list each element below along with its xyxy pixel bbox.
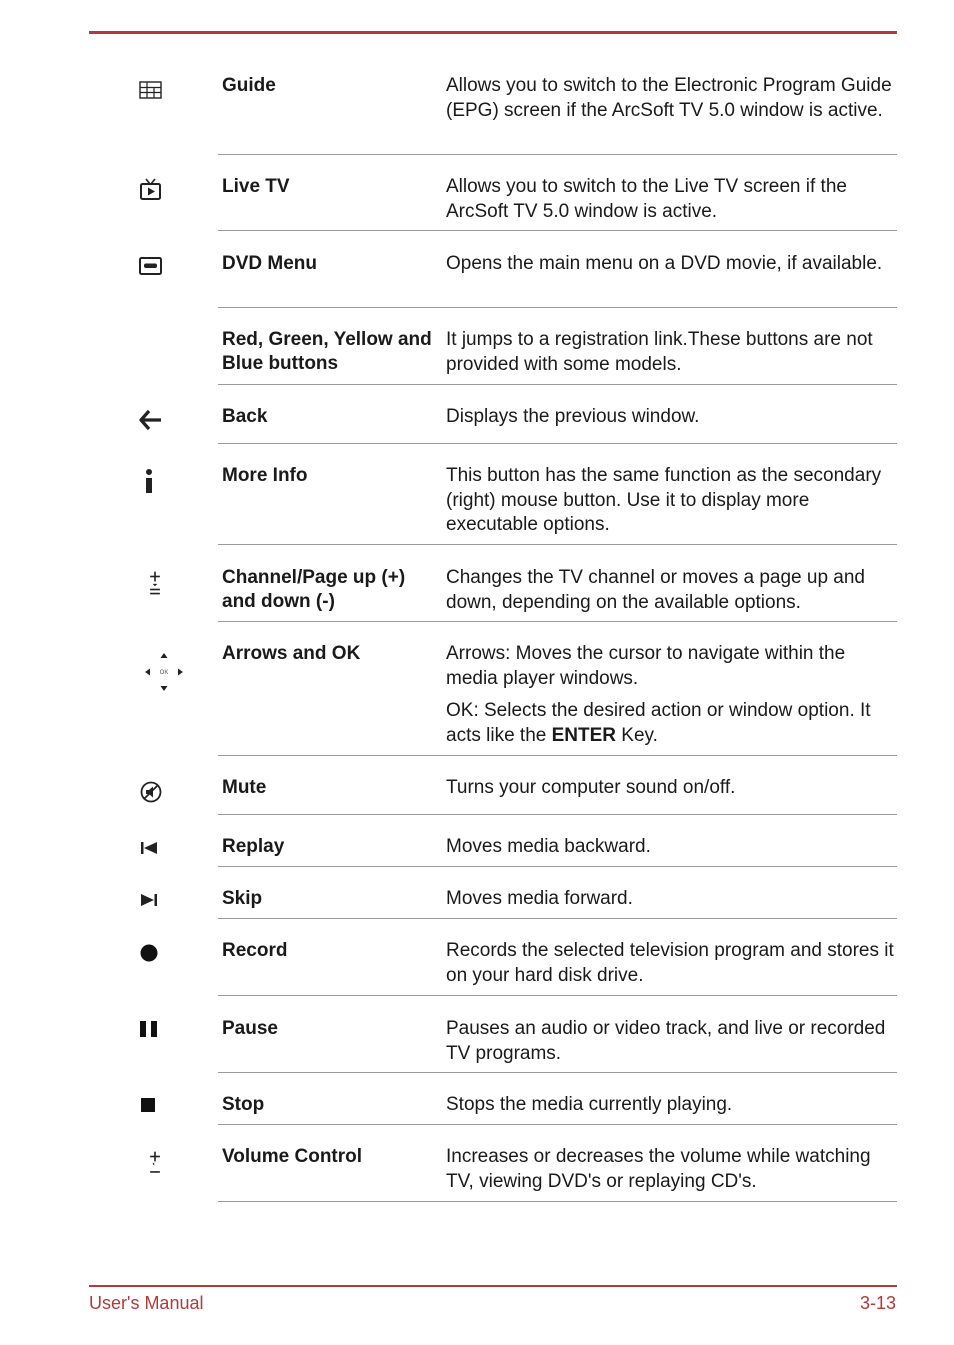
row-divider: [218, 1201, 897, 1202]
table-row: [0, 815, 954, 867]
channel-up-down-icon: [142, 570, 168, 596]
row-description: This button has the same function as the secondary (right) mouse button. Use it to display more executable options.: [446, 465, 882, 535]
row-label: Stop: [222, 1094, 265, 1115]
row-label: Volume Control: [222, 1146, 363, 1167]
row-label: Guide: [222, 75, 276, 96]
row-label: Back: [222, 406, 268, 427]
row-description: Records the selected television program and stores it on your hard disk drive.: [446, 940, 894, 986]
row-label: Replay: [222, 836, 285, 857]
footer-rule: [89, 1285, 897, 1287]
page-number: 3-13: [859, 1293, 896, 1313]
stop-icon: [138, 1092, 164, 1118]
mute-icon: [138, 779, 164, 805]
row-label: More Info: [222, 465, 308, 486]
table-row: [0, 308, 954, 385]
row-description: Turns your computer sound on/off.: [446, 777, 736, 798]
record-icon: [138, 940, 164, 966]
info-icon: [136, 468, 162, 494]
row-description: Allows you to switch to the Electronic Program Guide (EPG) screen if the ArcSoft TV 5.0 window is active.: [446, 75, 892, 121]
row-label: Skip: [222, 888, 263, 909]
row-label: Live TV: [222, 176, 290, 197]
row-description: Increases or decreases the volume while watching TV, viewing DVD's or replaying CD's.: [446, 1146, 871, 1192]
row-description: Stops the media currently playing.: [446, 1094, 733, 1115]
row-description: It jumps to a registration link.These buttons are not provided with some models.: [446, 329, 873, 375]
row-description: Moves media backward.: [446, 836, 651, 857]
svg-text:OK: OK: [159, 670, 169, 676]
table-row: [0, 155, 954, 231]
back-arrow-icon: [138, 407, 164, 433]
row-label: Channel/Page up (+) and down (-): [222, 567, 406, 612]
pause-icon: [138, 1016, 164, 1042]
row-label: Mute: [222, 777, 267, 798]
row-description: Opens the main menu on a DVD movie, if available.: [446, 253, 883, 274]
top-rule: [89, 31, 897, 34]
guide-icon: [138, 78, 164, 104]
table-row: [0, 1125, 954, 1202]
table-row: [0, 40, 954, 155]
table-row: [0, 919, 954, 996]
volume-control-icon: [142, 1150, 168, 1176]
row-description: Allows you to switch to the Live TV screen if the ArcSoft TV 5.0 window is active.: [446, 176, 847, 222]
table-row: [0, 1073, 954, 1125]
row-label: Record: [222, 940, 288, 961]
skip-icon: [138, 887, 164, 913]
row-label: Arrows and OK: [222, 643, 361, 664]
row-description: Pauses an audio or video track, and live or recorded TV programs.: [446, 1018, 886, 1064]
table-row: [0, 444, 954, 545]
footer-manual-title: User's Manual: [89, 1293, 204, 1313]
arrows-ok-icon: [142, 650, 186, 694]
table-row: [0, 867, 954, 919]
table-row: [0, 385, 954, 444]
row-description: Moves media forward.: [446, 888, 633, 909]
row-label: Pause: [222, 1018, 278, 1039]
row-label: DVD Menu: [222, 253, 317, 274]
row-description: Changes the TV channel or moves a page up and down, depending on the available options.: [446, 567, 865, 613]
row-description: Arrows: Moves the cursor to navigate within the media player windows. OK: Selects the desired action or window option. It acts like the ENTER Key.: [446, 643, 871, 746]
row-description: Displays the previous window.: [446, 406, 700, 427]
table-row: [0, 622, 954, 756]
dvd-menu-icon: [138, 253, 164, 279]
table-row: [0, 996, 954, 1073]
table-row: [0, 756, 954, 815]
replay-icon: [138, 835, 164, 861]
table-row: [0, 545, 954, 622]
live-tv-icon: [138, 177, 164, 203]
row-label: Red, Green, Yellow and Blue buttons: [222, 329, 432, 374]
table-row: [0, 231, 954, 308]
